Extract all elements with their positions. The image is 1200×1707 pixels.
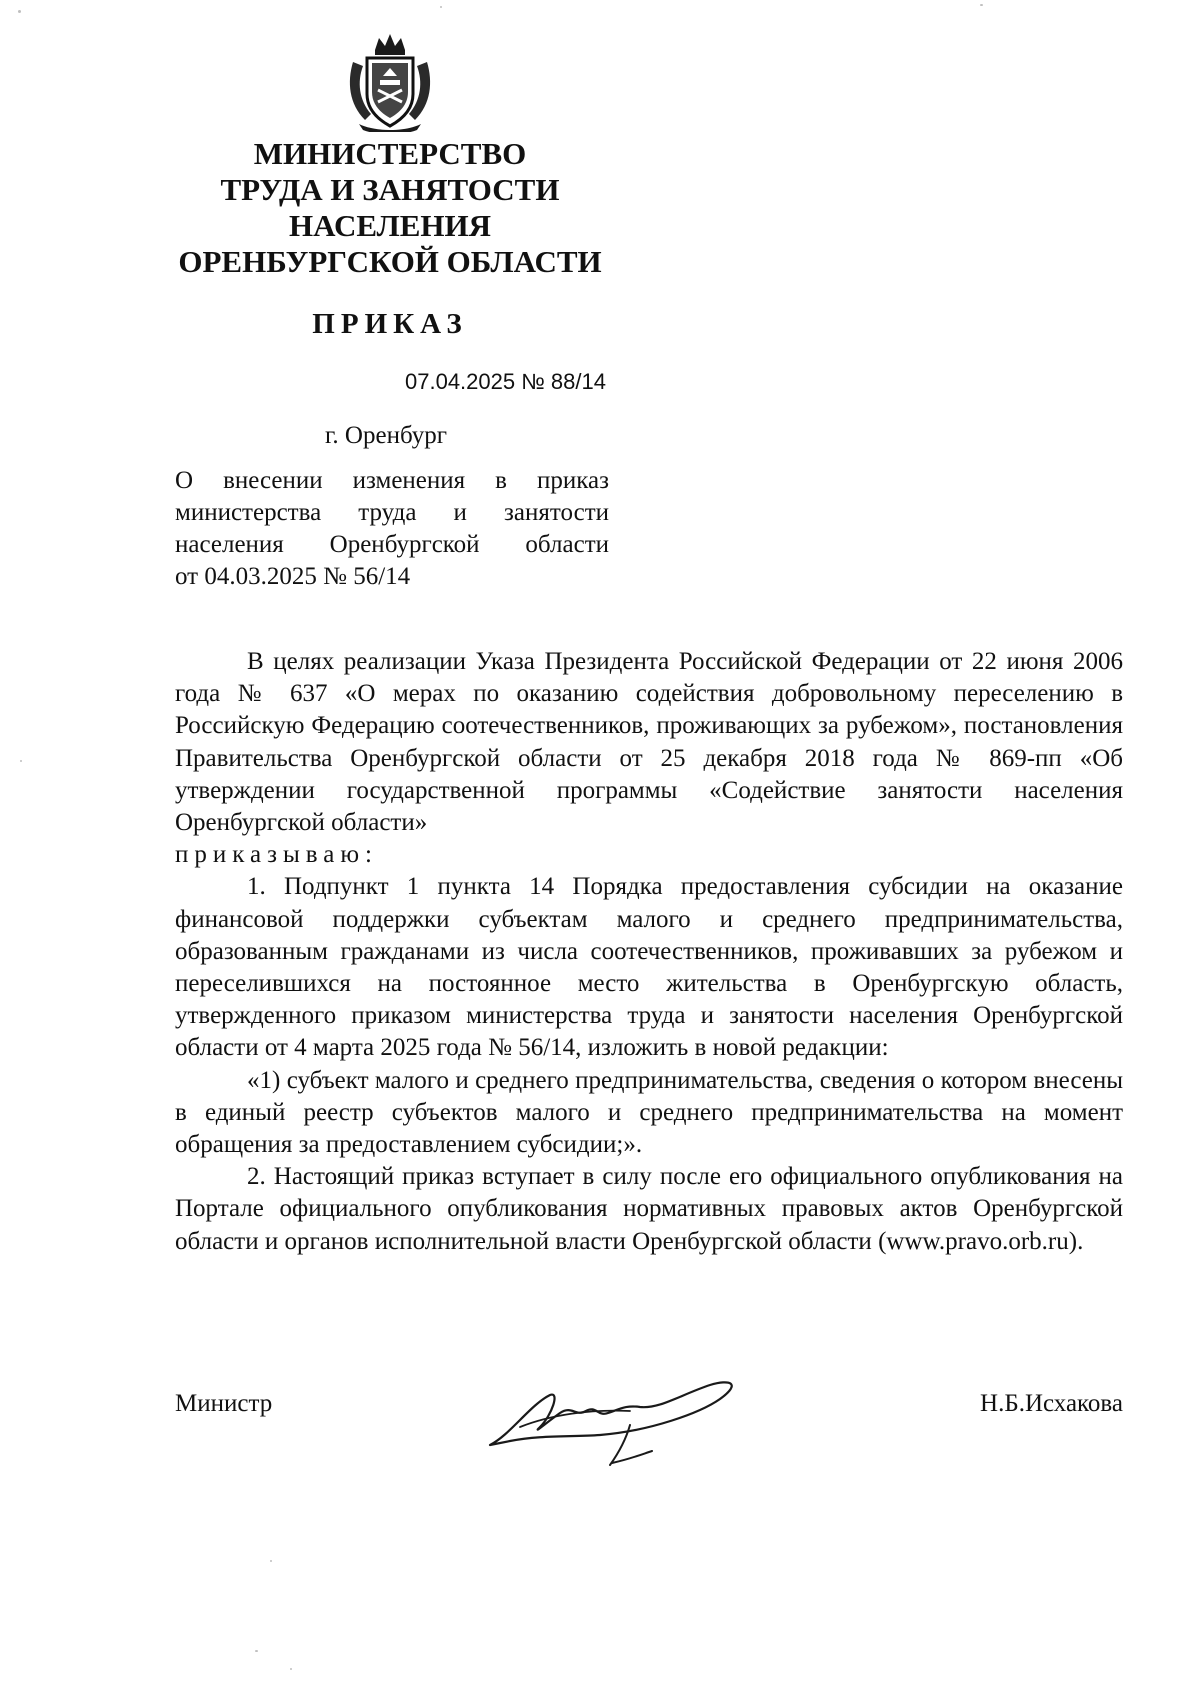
scan-speck (980, 4, 983, 6)
scan-speck (270, 1560, 272, 1562)
signer-title: Министр (175, 1390, 273, 1417)
scan-speck (20, 760, 22, 762)
organization-line: ОРЕНБУРГСКОЙ ОБЛАСТИ (178, 244, 602, 279)
subject-line: министерства труда и занятости (175, 499, 609, 526)
document-subject (175, 465, 609, 593)
subject-line: населения Оренбургской области (175, 531, 609, 558)
preamble-paragraph (175, 646, 1123, 871)
scan-speck (18, 10, 21, 13)
signer-name: Н.Б.Исхакова (980, 1390, 1123, 1417)
document-city: г. Оренбург (325, 422, 447, 449)
item-1-quote-paragraph: «1) субъект малого и среднего предпринимательства, сведения о котором внесены в единый реестр субъектов малого и среднего предпринимательства на момент обращения за предоставлением субсидии;». (175, 1066, 1123, 1159)
item-1-paragraph: 1. Подпункт 1 пункта 14 Порядка предоставления субсидии на оказание финансовой поддержки субъектам малого и среднего предпринимательства, образованным гражданами из числа соотечественников, проживавших за рубежом и переселившихся на постоянное место жительства в Оренбургскую область, утвержденного приказом министерства труда и занятости населения Оренбургской области от 4 марта 2025 года № 56/14, изложить в новой редакции: (175, 873, 1123, 1062)
organization-line: МИНИСТЕРСТВО (253, 136, 527, 171)
organization-line: НАСЕЛЕНИЯ (289, 208, 491, 243)
document-body (175, 646, 1123, 1258)
organization-line: ТРУДА И ЗАНЯТОСТИ (220, 172, 560, 207)
document-type: ПРИКАЗ (312, 308, 468, 340)
item-2-paragraph: 2. Настоящий приказ вступает в силу после его официального опубликования на Портале официального опубликования нормативных правовых актов Оренбургской области и органов исполнительной власти Оренбургской области (www.pravo.orb.ru). (175, 1163, 1123, 1255)
subject-line: О внесении изменения в приказ (175, 467, 609, 494)
preamble-text: В целях реализации Указа Президента Российской Федерации от 22 июня 2006 года № 637 «О мерах по оказанию содействия добровольному переселению в Российскую Федерацию соотечественников, проживающих за рубежом», постановления Правительства Оренбургской области от 25 декабря 2018 года № 869-пп «Об утверждении государственной программы «Содействие занятости населения Оренбургской области» (175, 648, 1123, 837)
subject-line: от 04.03.2025 № 56/14 (175, 563, 411, 590)
organization-name (150, 136, 630, 280)
scan-speck (290, 1668, 292, 1670)
handwritten-signature (480, 1365, 750, 1475)
scan-speck (255, 1650, 258, 1652)
coat-of-arms-icon (345, 32, 435, 132)
order-word: приказываю: (175, 841, 378, 869)
scan-speck (440, 6, 442, 8)
document-date-number: 07.04.2025 № 88/14 (405, 369, 606, 394)
